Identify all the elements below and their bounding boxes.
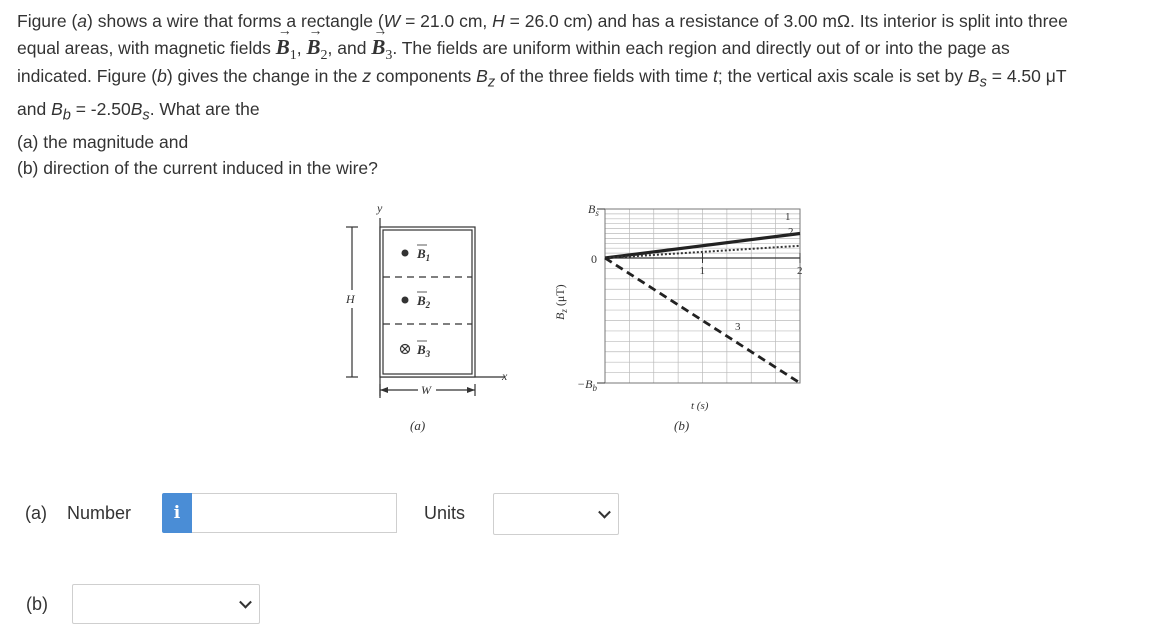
part-a-label: (a) bbox=[25, 502, 47, 523]
fig-b-grid bbox=[597, 209, 800, 383]
tick-label-zero: 0 bbox=[591, 252, 597, 266]
t-tick-label: 2 bbox=[797, 265, 803, 277]
question-text bbox=[17, 8, 1147, 182]
info-icon[interactable]: i bbox=[162, 493, 192, 533]
units-label: Units bbox=[424, 503, 466, 523]
direction-select[interactable] bbox=[72, 584, 260, 624]
part-b-label: (b) bbox=[26, 594, 48, 614]
question-part-a: (a) the magnitude and bbox=[17, 131, 189, 152]
number-input[interactable] bbox=[192, 493, 397, 533]
series-label-3: 3 bbox=[735, 321, 741, 333]
b2-vector: → $B_2$ bbox=[307, 37, 328, 63]
series-label-1: 1 bbox=[785, 211, 791, 223]
fig-a-b3-label: $B_3$ bbox=[417, 342, 431, 359]
question-line-1: Figure (a) shows a wire that forms a rectangle (W = 21.0 cm, H = 26.0 cm) and has a resistance of 3.00 mΩ. Its interior is split into three bbox=[17, 11, 1068, 31]
fig-a-caption: (a) bbox=[410, 418, 426, 433]
b1-vector: → $B_1$ bbox=[276, 37, 297, 63]
out-of-page-icon-1 bbox=[402, 250, 409, 257]
chevron-down-icon bbox=[598, 506, 611, 519]
fig-b-caption: (b) bbox=[674, 418, 690, 433]
tick-label-bb: $-B_b$ bbox=[577, 377, 597, 393]
question-part-b: (b) direction of the current induced in the wire? bbox=[17, 158, 378, 179]
out-of-page-icon-2 bbox=[402, 297, 409, 304]
fig-b-x-axis-label: t (s) bbox=[691, 400, 709, 412]
fig-a-x-axis-label: x bbox=[502, 369, 508, 383]
question-line-2: equal areas, with magnetic fields → $B_1$, → $B_2$, and → $B_3$. The fields are uniform within each region and directly out of or into the page as bbox=[17, 35, 1147, 63]
number-label: Number bbox=[67, 502, 132, 523]
figure-b bbox=[553, 202, 803, 433]
fig-a-b2-label: $B_2$ bbox=[417, 293, 431, 310]
question-line-3: indicated. Figure (b) gives the change in the z components $B_z$ of the three fields with time t; the vertical axis scale is set by $B_s = 4.50$ μT bbox=[17, 65, 1067, 91]
fig-a-h-label: H bbox=[346, 292, 355, 306]
figure-a bbox=[340, 201, 508, 433]
question-line-4: and $B_b = -2.50B_s$. What are the bbox=[17, 98, 260, 124]
answer-row-a bbox=[25, 493, 131, 533]
fig-a-y-axis-label: y bbox=[377, 201, 383, 215]
fig-a-b1-label: $B_1$ bbox=[417, 246, 431, 263]
tick-label-bs: $B_s$ bbox=[588, 202, 599, 218]
figure bbox=[330, 190, 830, 450]
b3-vector: → $B_3$ bbox=[371, 37, 392, 63]
fig-a-w-label: W bbox=[421, 383, 431, 397]
t-tick-label: 1 bbox=[699, 265, 705, 277]
chevron-down-icon bbox=[239, 596, 252, 609]
units-select[interactable] bbox=[493, 493, 619, 535]
fig-b-y-axis-label: $B_z$ (μT) bbox=[553, 284, 569, 320]
series-label-2: 2 bbox=[788, 226, 794, 238]
